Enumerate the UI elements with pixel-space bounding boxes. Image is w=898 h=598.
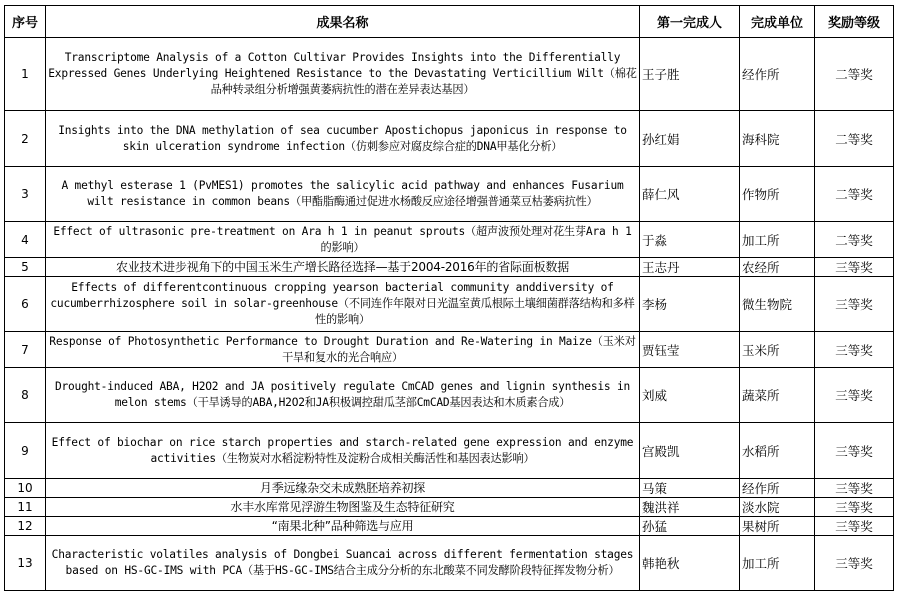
row-first-author: 宫殿凯 xyxy=(640,423,740,479)
table-row xyxy=(5,536,894,591)
row-grade: 三等奖 xyxy=(815,332,894,368)
header-title: 成果名称 xyxy=(46,6,640,38)
table-row xyxy=(5,38,894,111)
row-title: Effect of ultrasonic pre-treatment on Ara h 1 in peanut sprouts（超声波预处理对花生芽Ara h 1的影响） xyxy=(46,222,640,258)
row-unit: 蔬菜所 xyxy=(740,368,815,423)
table-row xyxy=(5,498,894,517)
row-first-author: 于淼 xyxy=(640,222,740,258)
row-unit: 微生物院 xyxy=(740,277,815,332)
row-title: A methyl esterase 1 (PvMES1) promotes the salicylic acid pathway and enhances Fusarium wilt resistance in common beans（甲酯脂酶通过促进水杨酸反应途径增强普通菜豆枯萎病抗性） xyxy=(46,167,640,222)
row-grade: 三等奖 xyxy=(815,517,894,536)
row-title: Characteristic volatiles analysis of Dongbei Suancai across different fermentation stages based on HS-GC-IMS with PCA（基于HS-GC-IMS结合主成分分析的东北酸菜不同发酵阶段特征挥发物分析） xyxy=(46,536,640,591)
row-first-author: 孙红娟 xyxy=(640,111,740,167)
row-grade: 三等奖 xyxy=(815,277,894,332)
row-grade: 二等奖 xyxy=(815,167,894,222)
row-grade: 二等奖 xyxy=(815,222,894,258)
row-title: Transcriptome Analysis of a Cotton Cultivar Provides Insights into the Differentially Expressed Genes Underlying Heightened Resistance to the Devastating Verticillium Wilt（棉花品种转录组分析增强黄萎病抗性的潜在差异表达基因） xyxy=(46,38,640,111)
row-index: 12 xyxy=(5,517,46,536)
row-unit: 加工所 xyxy=(740,536,815,591)
table-row xyxy=(5,479,894,498)
row-grade: 三等奖 xyxy=(815,368,894,423)
row-unit: 农经所 xyxy=(740,258,815,277)
row-first-author: 王子胜 xyxy=(640,38,740,111)
table-row xyxy=(5,111,894,167)
row-unit: 淡水院 xyxy=(740,498,815,517)
row-title: Response of Photosynthetic Performance to Drought Duration and Re-Watering in Maize（玉米对干旱和复水的光合响应） xyxy=(46,332,640,368)
row-first-author: 王志丹 xyxy=(640,258,740,277)
table-row xyxy=(5,277,894,332)
row-index: 4 xyxy=(5,222,46,258)
row-title: 农业技术进步视角下的中国玉米生产增长路径选择—基于2004-2016年的省际面板数据 xyxy=(46,258,640,277)
row-first-author: 贾钰莹 xyxy=(640,332,740,368)
row-index: 1 xyxy=(5,38,46,111)
row-unit: 经作所 xyxy=(740,479,815,498)
row-grade: 三等奖 xyxy=(815,258,894,277)
row-index: 3 xyxy=(5,167,46,222)
row-title: Effects of differentcontinuous cropping yearson bacterial community anddiversity of cucumberrhizosphere soil in solar-greenhouse（不同连作年限对日光温室黄瓜根际土壤细菌群落结构和多样性的影响） xyxy=(46,277,640,332)
row-index: 11 xyxy=(5,498,46,517)
row-index: 6 xyxy=(5,277,46,332)
row-unit: 加工所 xyxy=(740,222,815,258)
row-unit: 水稻所 xyxy=(740,423,815,479)
row-title: Effect of biochar on rice starch properties and starch-related gene expression and enzyme activities（生物炭对水稻淀粉特性及淀粉合成相关酶活性和基因表达影响） xyxy=(46,423,640,479)
row-grade: 三等奖 xyxy=(815,423,894,479)
row-index: 10 xyxy=(5,479,46,498)
row-first-author: 马策 xyxy=(640,479,740,498)
table-row xyxy=(5,368,894,423)
header-index: 序号 xyxy=(5,6,46,38)
row-unit: 作物所 xyxy=(740,167,815,222)
table-row xyxy=(5,222,894,258)
row-index: 9 xyxy=(5,423,46,479)
table-row xyxy=(5,258,894,277)
row-unit: 海科院 xyxy=(740,111,815,167)
row-index: 13 xyxy=(5,536,46,591)
table-row xyxy=(5,423,894,479)
row-unit: 果树所 xyxy=(740,517,815,536)
row-first-author: 孙猛 xyxy=(640,517,740,536)
row-first-author: 刘威 xyxy=(640,368,740,423)
row-index: 2 xyxy=(5,111,46,167)
row-grade: 三等奖 xyxy=(815,479,894,498)
header-unit: 完成单位 xyxy=(740,6,815,38)
awards-table xyxy=(4,5,894,591)
row-first-author: 薛仁风 xyxy=(640,167,740,222)
row-title: Insights into the DNA methylation of sea cucumber Apostichopus japonicus in response to skin ulceration syndrome infection（仿刺参应对腐皮综合症的DNA甲基化分析） xyxy=(46,111,640,167)
row-index: 8 xyxy=(5,368,46,423)
table-row xyxy=(5,167,894,222)
row-unit: 经作所 xyxy=(740,38,815,111)
table-row xyxy=(5,517,894,536)
row-index: 5 xyxy=(5,258,46,277)
row-first-author: 李杨 xyxy=(640,277,740,332)
row-title: 水丰水库常见浮游生物图鉴及生态特征研究 xyxy=(46,498,640,517)
header-first-author: 第一完成人 xyxy=(640,6,740,38)
row-first-author: 魏洪祥 xyxy=(640,498,740,517)
table-row xyxy=(5,332,894,368)
row-unit: 玉米所 xyxy=(740,332,815,368)
header-row xyxy=(5,6,894,38)
row-grade: 二等奖 xyxy=(815,111,894,167)
row-grade: 三等奖 xyxy=(815,498,894,517)
row-title: “南果北种”品种筛选与应用 xyxy=(46,517,640,536)
row-index: 7 xyxy=(5,332,46,368)
row-grade: 二等奖 xyxy=(815,38,894,111)
row-first-author: 韩艳秋 xyxy=(640,536,740,591)
row-title: 月季远缘杂交未成熟胚培养初探 xyxy=(46,479,640,498)
header-grade: 奖励等级 xyxy=(815,6,894,38)
row-title: Drought-induced ABA, H2O2 and JA positively regulate CmCAD genes and lignin synthesis in melon stems（干旱诱导的ABA,H2O2和JA积极调控甜瓜茎部CmCAD基因表达和木质素合成） xyxy=(46,368,640,423)
row-grade: 三等奖 xyxy=(815,536,894,591)
